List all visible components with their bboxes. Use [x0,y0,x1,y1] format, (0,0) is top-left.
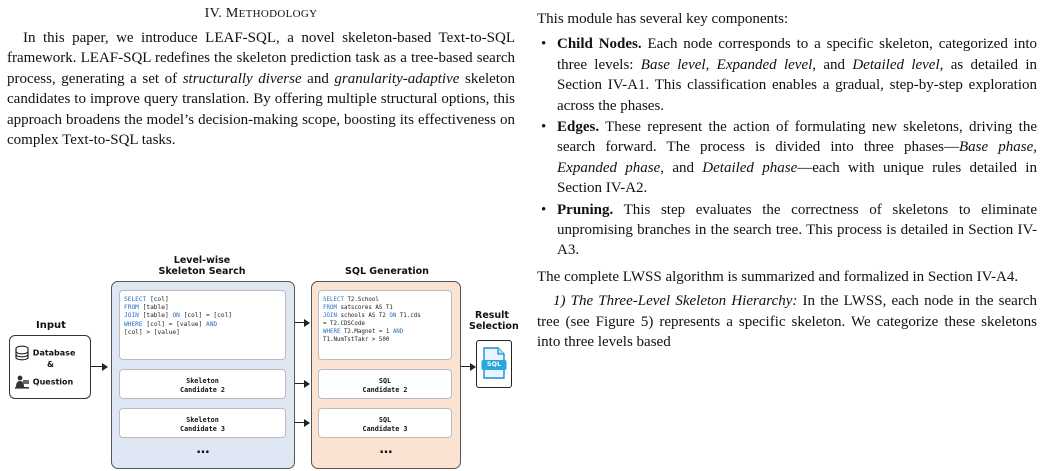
components-intro: This module has several key components: [537,11,789,27]
sql-candidate-2: SQL Candidate 2 [318,369,452,399]
result-box [476,340,512,388]
framework-figure [7,252,519,467]
skeleton-ellipsis: … [196,442,210,457]
result-selection-title [469,310,519,332]
search-title-line2: Skeleton Search [158,266,246,277]
input-title: Input [36,320,66,331]
sql-generation-title: SQL Generation [345,266,429,277]
arrow-skeleton3-to-sql3 [295,422,309,423]
intro-text-3: skeleton candidates to improve query translation. By offering multiple structural options, this approach broadens the model’s decision-making scope, boosting its effectiveness on complex Text-to-SQL tasks. [7,70,515,149]
bullet-child-nodes: • Child Nodes. Each node corresponds to a specific skeleton, categorized into three levels: Base level, Expanded level, and Detailed level, as detailed in Section IV-A1. This classification enables a gradual, step-by-step exploration across the phases. [541,36,1038,114]
result-title-line1: Result [475,310,509,321]
search-title [117,255,287,277]
intro-text-2: and [301,70,335,87]
result-title-line2: Selection [469,321,519,332]
intro-paragraph [7,28,515,150]
sql-generation-panel [311,281,461,469]
section-heading [7,6,515,28]
intro-emphasis-1: structurally diverse [182,70,302,87]
section-heading-initial: M [225,6,239,21]
intro-emphasis-2: granularity-adaptive [334,70,460,87]
sql-file-label: SQL [486,360,502,368]
subsection-title: 1) The Three-Level Skeleton Hierarchy: [553,293,798,310]
left-column [7,0,515,150]
search-title-line1: Level-wise [173,255,231,266]
section-heading-rest: ETHODOLOGY [238,8,318,20]
person-at-desk-icon [14,374,30,390]
components-list [537,34,1037,260]
bullet-pruning: • Pruning. This step evaluates the correctness of skeletons to eliminate unpromising branches in the search tree. This process is detailed in Section IV-A3. [541,201,1037,259]
database-row [14,345,75,361]
sql-candidate-3: SQL Candidate 3 [318,408,452,438]
ampersand-label: & [47,360,54,369]
input-box [9,335,91,399]
intro-text-1: In this paper, we introduce LEAF-SQL, a novel skeleton-based Text-to-SQL framework. LEAF-SQL redefines the skeleton prediction task as a tree-based search process, generating a set of [7,30,515,87]
skeleton-search-panel [111,281,295,469]
database-icon [14,345,30,361]
section-numeral: IV. [204,6,223,21]
skeleton-candidate-1: SELECT [col] FROM [table] JOIN [table] ON [col] = [col] WHERE [col] = [value] AND [col] > [value] [119,290,286,360]
arrow-sql-to-result [461,366,475,367]
arrow-skeleton2-to-sql2 [295,383,309,384]
question-label: Question [32,377,74,387]
arrow-input-to-search [91,366,107,367]
summary-paragraph: The complete LWSS algorithm is summarized and formalized in Section IV-A4. [537,268,1019,285]
sql-ellipsis: … [379,442,393,457]
bullet-edges: • Edges. These represent the action of formulating new skeletons, driving the search forward. The process is divided into three phases—Base phase, Expanded phase, and Detailed phase—each with unique rules detailed in Section IV-A2. [541,119,1037,197]
subsection-paragraph [537,291,1037,352]
skeleton-candidate-2: Skeleton Candidate 2 [119,369,286,399]
right-column [537,5,1037,353]
database-label: Database [32,348,76,358]
skeleton-candidate-3: Skeleton Candidate 3 [119,408,286,438]
subsection-text: In the LWSS, each node in the search tree (see Figure 5) represents a specific skeleton. We categorize these skeletons into three levels based [537,293,1037,351]
sql-candidate-1: SELECT T2.School FROM satscores AS T1 JOIN schools AS T2 ON T1.cds = T2.CDSCode WHERE T2.Magnet = 1 AND T1.NumTstTakr > 500 [318,290,452,360]
arrow-skeleton1-to-sql1 [295,322,309,323]
question-row [14,374,73,390]
